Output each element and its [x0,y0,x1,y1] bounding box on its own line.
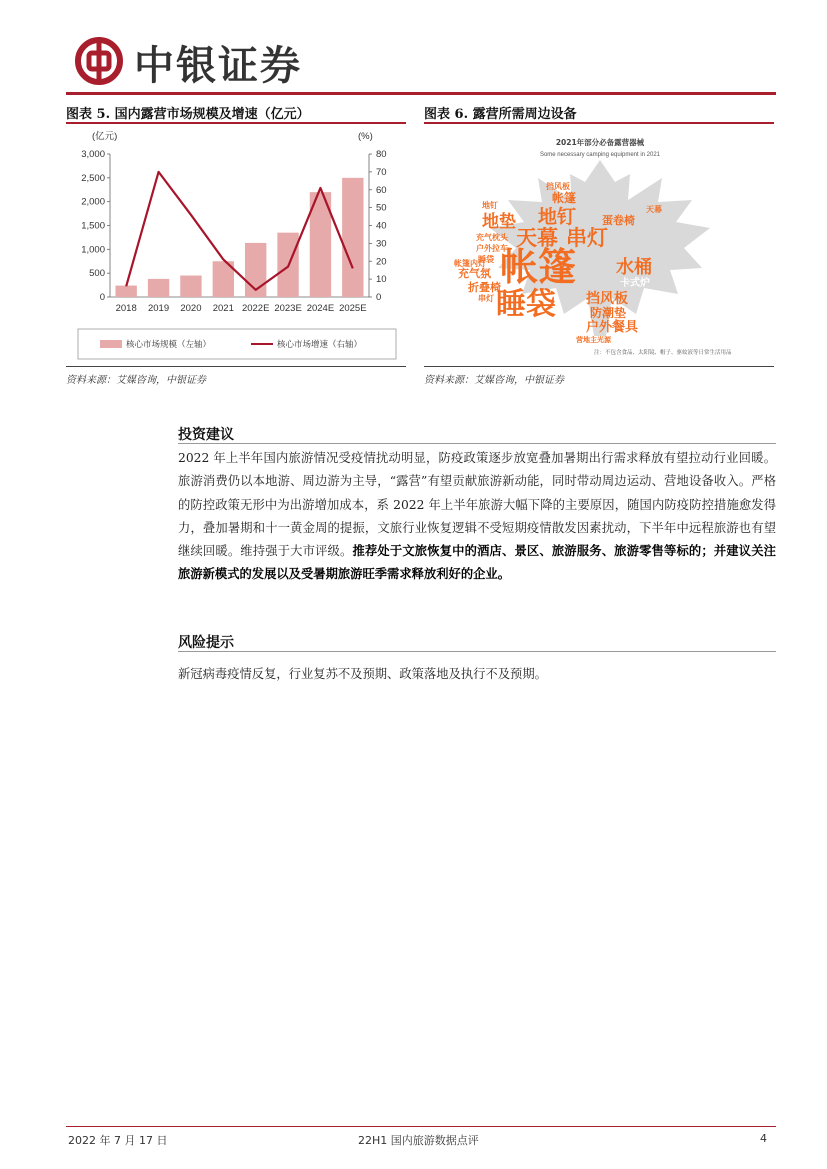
right-tick-label: 30 [376,238,387,250]
x-tick-label: 2021 [212,303,234,314]
cloud-subtitle: Some necessary camping equipment in 2021 [539,152,661,158]
word-string-lights-small: 串灯 [478,294,494,303]
market-size-chart [66,126,406,366]
investment-advice-rule [178,443,776,444]
investment-advice-paragraph [178,447,776,587]
word-ground-stake-small: 地钉 [482,201,498,210]
word-windshield-small: 挡风板 [546,182,570,191]
x-tick-label: 2018 [115,303,137,314]
risk-warning-rule [178,651,776,652]
footer-report-title: 22H1 国内旅游数据点评 [358,1134,479,1147]
header-divider [66,92,776,95]
x-tick-label: 2023E [274,303,302,314]
advice-text: 2022 年上半年国内旅游情况受疫情扰动明显，防疫政策逐步放宽叠加暑期出行需求释放有望拉动行业回暖。旅游消费仍以本地游、周边游为主导，“露营”有望贡献旅游新动能，同时带动周边运动、营地设备收入。严格的防控政策无形中为出游增加成本，系 2022 年上半年旅游大幅下降的主要原因，随国内防疫防控措施愈发得力，叠加暑期和十一黄金周的提振，文旅行业恢复逻辑不受短期疫情散发因素扰动，下半年中远程旅游也有望继续回暖。维持强于大市评级。 [178,451,776,559]
right-tick-label: 40 [376,220,387,232]
left-tick-label: 2,000 [81,196,105,208]
right-axis-unit: (%) [358,131,373,142]
market-size-bar [116,286,137,297]
right-tick-label: 70 [376,166,387,178]
word-egg-roll-chair: 蛋卷椅 [602,214,635,227]
word-water-bucket: 水桶 [616,257,652,278]
figure6-title: 图表 6. 露营所需周边设备 [424,107,577,122]
left-tick-label: 0 [99,292,105,303]
left-axis-unit: (亿元) [92,131,118,142]
advice-recommendation: 推荐处于文旅恢复中的酒店、景区、旅游服务、旅游零售等标的；并建议关注旅游新模式的发展以及受暑期旅游旺季需求释放利好的企业。 [178,544,776,582]
right-tick-label: 60 [376,184,387,196]
figure5-title: 图表 5. 国内露营市场规模及增速（亿元） [66,107,310,122]
figure6-title-rule [424,122,774,124]
camping-equipment-word-cloud [430,130,770,362]
figure5-source: 资料来源：艾媒咨询，中银证券 [66,375,206,386]
word-outdoor-cart: 户外拉车 [476,244,508,253]
risk-warning-heading: 风险提示 [178,635,234,651]
x-tick-label: 2025E [339,303,367,314]
cloud-note: 注：不包含食品、太阳镜、帽子、驱蚊液等日常生活用品 [594,350,732,356]
x-tick-label: 2019 [147,303,170,314]
footer-date: 2022 年 7 月 17 日 [68,1134,168,1147]
word-moisture-mat: 防潮垫 [590,306,627,320]
brand-name: 中银证券 [134,42,302,89]
risk-warning-paragraph: 新冠病毒疫情反复，行业复苏不及预期、政策落地及执行不及预期。 [178,667,547,681]
right-tick-label: 50 [376,202,387,214]
market-size-bar [342,178,363,297]
word-folding-chair: 折叠椅 [468,281,501,294]
legend-bar-swatch [100,340,122,348]
market-size-bar [148,279,169,297]
legend-bar-label: 核心市场规模（左轴） [126,340,212,350]
word-cassette-stove: 卡式炉 [620,278,650,289]
figure6-source-rule [424,366,774,367]
bank-of-china-logo-icon [74,36,124,86]
word-canopy: 天幕 [516,226,558,250]
right-tick-label: 10 [376,274,387,286]
word-string-lights: 串灯 [566,226,608,250]
word-inflatable-pillow: 充气枕头 [476,233,508,242]
figure6-source: 资料来源：艾媒咨询，中银证券 [424,375,564,386]
right-tick-label: 80 [376,149,387,160]
legend-line-label: 核心市场增速（右轴） [277,340,363,350]
word-tent-light: 帐篷内灯 [454,259,486,268]
left-tick-label: 3,000 [81,149,105,160]
figure5-title-rule [66,122,406,124]
left-tick-label: 500 [89,268,105,280]
x-tick-label: 2024E [306,303,335,314]
word-ground-mat: 地垫 [482,212,516,232]
word-tent-large: 帐篷 [500,245,577,289]
word-camp-light: 营地主光源 [576,336,611,344]
word-tent-small: 帐篷 [552,191,577,205]
investment-advice-heading: 投资建议 [178,427,234,443]
x-tick-label: 2022E [241,303,270,314]
left-tick-label: 1,000 [81,244,105,256]
word-inflatable: 充气氛 [458,267,491,280]
x-tick-label: 2020 [180,303,202,314]
word-ground-stake: 地钉 [538,206,577,228]
figure5-source-rule [66,366,406,367]
left-tick-label: 2,500 [81,172,105,184]
word-outdoor-tableware: 户外餐具 [586,320,639,335]
cloud-title: 2021年部分必备露营器械 [555,138,645,147]
footer-divider [66,1126,776,1127]
word-sleeping-bag-small: 睡袋 [478,255,494,264]
right-tick-label: 20 [376,256,387,268]
right-tick-label: 0 [376,292,382,303]
word-sleeping-bag-large: 睡袋 [496,287,556,322]
left-tick-label: 1,500 [81,220,105,232]
page-number: 4 [760,1132,767,1145]
market-size-bar [180,276,201,297]
word-canopy-small: 天幕 [646,205,662,214]
word-windshield: 挡风板 [586,291,628,307]
